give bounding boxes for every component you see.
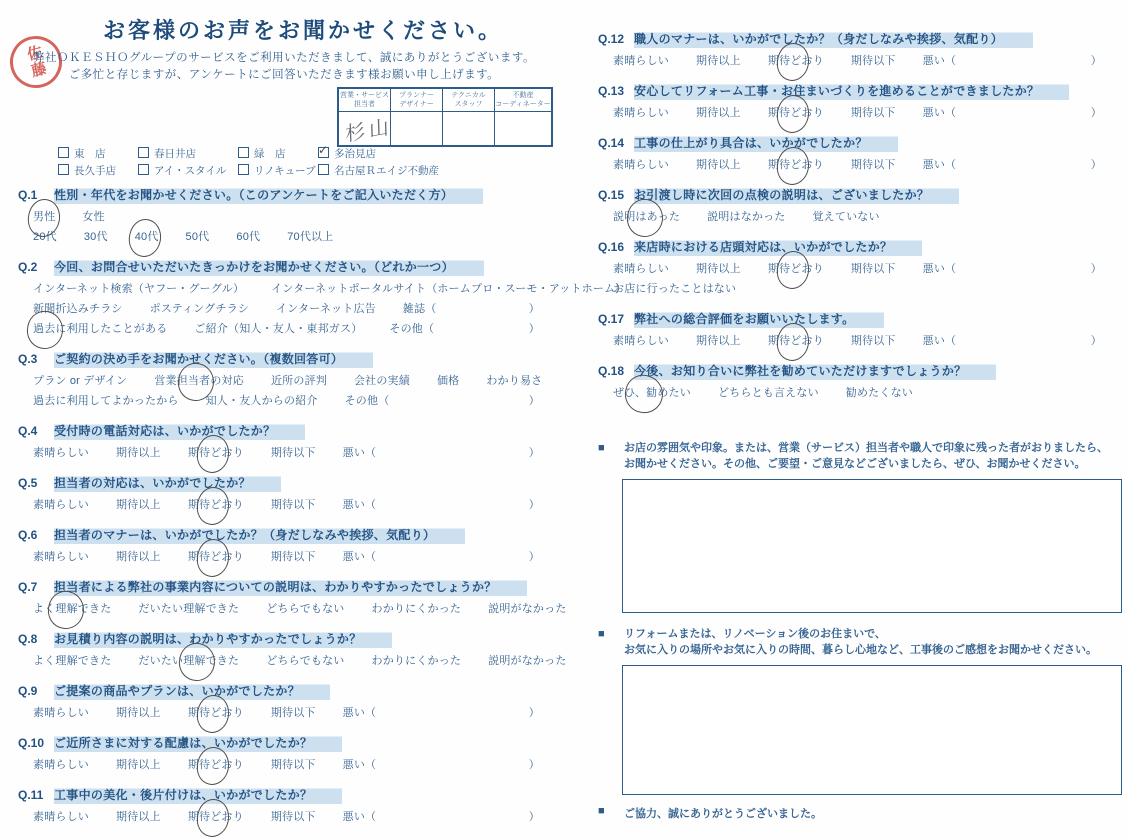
store-checkbox-item [318,163,439,178]
answer-option-row [33,394,562,409]
question-number: Q.8 [18,632,38,646]
answer-option: 会社の実績 [353,375,410,387]
answer-option: 期待以上 [116,499,161,511]
staff-table-header: テクニカル スタッフ [443,89,495,112]
form-title: お客様のお声をお聞かせください。 [103,18,504,43]
answer-option-row [33,322,562,337]
circled-answer-option: 説明はあった [613,211,681,223]
answer-option: ） [1090,107,1102,119]
question-title: 安心してリフォーム工事・お住まいづくりを進めることができましたか？ [634,82,1069,101]
question-title: 担当者の対応は、いかがでしたか？ [54,474,281,493]
intro-line-2: ご多忙と存じますが、アンケートにご回答いただきます様お願い申し上げます。 [68,68,500,81]
circled-answer-option: だいたい理解できた [138,655,240,667]
checkbox-icon [238,164,249,175]
intro-text [28,50,540,83]
answer-option-row [613,158,1124,173]
question-title: ご近所さまに対する配慮は、いかがでしたか？ [54,734,342,753]
question-block [598,310,1124,349]
answer-option: 説明がなかった [488,603,567,615]
answer-option-row [33,602,567,617]
answer-option-row [613,282,1124,297]
question-block [18,350,562,409]
answer-option-row [33,550,562,565]
answer-option: 期待以上 [116,811,161,823]
question-block [598,30,1124,69]
store-checkbox-grid [58,146,439,178]
answer-option: 知人・友人からの紹介 [205,395,318,407]
question-block [598,134,1124,173]
answer-option: 悪い（ [342,447,377,459]
question-block [18,682,562,721]
question-number: Q.2 [18,260,38,274]
store-label: 緑 店 [254,148,286,160]
circled-answer-option: 過去に利用したことがある [33,323,168,335]
question-number: Q.12 [598,32,625,46]
answer-option: 悪い（ [922,335,957,347]
question-block [598,238,1124,297]
answer-option: 悪い（ [922,263,957,275]
checkbox-icon [58,164,69,175]
answer-option: インターネットポータルサイト（ホームプロ・スーモ・アットホーム） [271,283,627,295]
answer-option: 期待以下 [270,447,316,459]
question-number: Q.15 [598,188,625,202]
circled-answer-option: 期待どおり [767,107,824,119]
question-number: Q.16 [598,240,625,254]
answer-option: どちらとも言えない [717,387,819,399]
answer-option-row [33,810,562,825]
staff-table-cell [443,112,495,145]
answer-option: ） [1090,55,1102,67]
question-number: Q.6 [18,528,38,542]
answer-option-row [33,758,562,773]
question-block [18,186,562,245]
question-number: Q.4 [18,424,38,438]
question-number: Q.1 [18,188,38,202]
comment-box [622,665,1122,795]
answer-option: お店に行ったことはない [613,283,737,295]
answer-option: わかり易さ [486,375,543,387]
question-number: Q.17 [598,312,625,326]
answer-option: 素晴らしい [613,107,669,119]
answer-option: よく理解できた [33,655,112,667]
answer-option: ポスティングチラシ [149,303,250,315]
circled-answer-option: 期待どおり [187,447,244,459]
question-number: Q.13 [598,84,625,98]
store-label: 長久手店 [74,165,116,177]
question-title: 性別・年代をお聞かせください。（このアンケートをご記入いただく方） [54,186,483,205]
circled-answer-option: ぜひ、勧めたい [613,387,691,399]
answer-option: 30代 [83,231,108,243]
question-block [598,186,1124,225]
store-label: リノキューブ [254,165,316,177]
circled-answer-option: 男性 [33,211,56,223]
answer-option: 50代 [185,231,210,243]
answer-option: 素晴らしい [33,447,89,459]
checkbox-icon [138,147,149,158]
answer-option: 素晴らしい [613,55,669,67]
question-block [598,362,1124,401]
answer-option: ） [528,303,540,315]
answer-option: 素晴らしい [33,759,89,771]
answer-option: ） [528,447,540,459]
question-number: Q.7 [18,580,38,594]
answer-option: ） [1090,263,1102,275]
question-block [18,630,567,669]
question-block [18,734,562,773]
question-title: ご提案の商品やプランは、いかがでしたか？ [54,682,330,701]
question-block [18,422,562,461]
question-number: Q.11 [18,788,44,802]
answer-option-row [613,386,1124,401]
answer-option: 説明はなかった [707,211,786,223]
question-title: 職人のマナーは、いかがでしたか？（身だしなみや挨拶、気配り） [634,30,1033,49]
question-title: 今回、お問合せいただいたきっかけをお聞かせください。（どれか一つ） [54,258,484,277]
answer-option: 新聞折込みチラシ [33,303,123,315]
answer-option-row [613,106,1124,121]
question-number: Q.5 [18,476,38,490]
comment-box [622,479,1122,613]
answer-option: ） [1090,159,1102,171]
answer-option: 悪い（ [342,759,377,771]
store-label: 東 店 [74,148,106,160]
answer-option-row [613,54,1124,69]
answer-option: 期待以下 [850,55,896,67]
checkbox-icon [58,147,69,158]
staff-table-header: 不動産 コーディネーター [495,89,551,112]
answer-option: 期待以上 [116,551,161,563]
comment-section-impressions [598,441,1124,613]
answer-option: 悪い（ [342,499,377,511]
comment-prompt: お店の雰囲気や印象。または、営業（サービス）担当者や職人で印象に残った者がおりましたら、 お聞かせください。その他、ご要望・ご意見などございましたら、ぜひ、お聞かせください。 [624,442,1108,470]
answer-option-row [613,262,1124,277]
answer-option: 期待以上 [696,263,741,275]
answer-option: プラン or デザイン [33,375,128,387]
answer-option: 悪い（ [342,551,377,563]
store-checkbox-item [238,146,318,161]
answer-option: ） [528,323,540,335]
closing-note [598,805,1124,821]
comment-prompt: リフォームまたは、リノベーション後のお住まいで、 お気に入りの場所やお気に入りの時間、暮らし心地など、工事後のご感想をお聞かせください。 [624,627,1097,656]
answer-option-row [33,654,567,669]
answer-option: 悪い（ [922,159,957,171]
question-column-right [598,30,1124,821]
answer-option: 期待以下 [850,159,896,171]
answer-option: わかりにくかった [371,603,462,615]
answer-option: 期待以上 [696,107,741,119]
question-block [598,82,1124,121]
answer-option: ） [528,759,540,771]
answer-option: その他（ [389,323,435,335]
answer-option: 近所の評判 [270,375,327,387]
answer-option: どちらでもない [266,655,345,667]
question-title: 来店時における店頭対応は、いかがでしたか？ [634,238,922,257]
handwritten-staff-name: 杉山 [345,115,394,147]
square-bullet-icon: ■ [598,442,605,454]
answer-option: 悪い（ [922,107,957,119]
staff-table-header: 営業・サービス 担当者 [339,89,391,112]
answer-option: 60代 [236,231,261,243]
answer-option-row [33,446,562,461]
answer-option: 悪い（ [342,811,377,823]
answer-option: 説明がなかった [488,655,567,667]
answer-option: 期待以上 [116,447,161,459]
answer-option: 雑誌（ [402,303,437,315]
question-number: Q.9 [18,684,38,698]
answer-option: わかりにくかった [371,655,462,667]
answer-option: 期待以上 [116,759,161,771]
store-label: アイ・スタイル [154,165,227,177]
answer-option: 勧めたくない [845,387,913,399]
answer-option: 素晴らしい [33,499,89,511]
answer-option: 悪い（ [922,55,957,67]
answer-option: 期待以上 [696,159,741,171]
answer-option: その他（ [344,395,390,407]
answer-option-row [33,210,562,225]
answer-option: どちらでもない [266,603,345,615]
question-number: Q.18 [598,364,625,378]
circled-answer-option: 営業担当者の対応 [154,375,244,387]
answer-option: ） [1090,335,1102,347]
circled-answer-option: 期待どおり [187,551,244,563]
checkbox-icon [138,164,149,175]
closing-text: ご協力、誠にありがとうございました。 [624,807,822,820]
circled-answer-option: 期待どおり [187,759,244,771]
circled-answer-option: 期待どおり [767,263,824,275]
answer-option: ） [528,551,540,563]
circled-answer-option: 期待どおり [767,335,824,347]
checkbox-icon [318,164,329,175]
question-title: 弊社への総合評価をお願いいたします。 [634,310,884,329]
answer-option: 期待以下 [850,335,896,347]
store-label: 名古屋Ｒエイジ不動産 [334,165,439,177]
answer-option: インターネット検索（ヤフー・グーグル） [33,283,245,295]
store-checkbox-item [318,146,439,161]
answer-option: 期待以上 [696,55,741,67]
store-checkbox-item [138,146,238,161]
store-checkbox-item [58,163,138,178]
comment-section-after-renovation [598,627,1124,795]
answer-option-row [613,210,1124,225]
answer-option: 素晴らしい [33,551,89,563]
staff-table-cell [495,112,551,145]
question-title: 今後、お知り合いに弊社を勧めていただけますでしょうか？ [634,362,996,381]
answer-option: 素晴らしい [613,335,669,347]
question-title: 担当者による弊社の事業内容についての説明は、わかりやすかったでしょうか？ [54,578,527,597]
answer-option-row [613,334,1124,349]
question-block [18,578,567,617]
question-number: Q.14 [598,136,625,150]
answer-option: ） [528,811,540,823]
question-title: 担当者のマナーは、いかがでしたか？（身だしなみや挨拶、気配り） [54,526,465,545]
answer-option: 70代以上 [287,231,334,243]
store-checkbox-item [238,163,318,178]
question-title: ご契約の決め手をお聞かせください。（複数回答可） [54,350,373,369]
answer-option-row [33,498,562,513]
answer-option: 悪い（ [342,707,377,719]
square-bullet-icon: ■ [598,627,605,640]
checked-checkbox-icon [318,147,329,158]
circled-answer-option: 期待どおり [187,811,244,823]
store-label: 多治見店 [334,148,376,160]
question-block [18,786,562,825]
answer-option-row [33,302,562,317]
circled-answer-option: 期待どおり [767,159,824,171]
staff-table-header: プランナー デザイナー [391,89,443,112]
circled-answer-option: 期待どおり [767,55,824,67]
question-title: 工事の仕上がり具合は、いかがでしたか？ [634,134,898,153]
answer-option: 期待以上 [116,707,161,719]
square-bullet-icon: ■ [598,804,605,817]
question-block [18,474,562,513]
answer-option: 素晴らしい [33,707,89,719]
answer-option: 期待以下 [270,759,316,771]
staff-table [337,87,553,147]
answer-option: 素晴らしい [613,263,669,275]
answer-option: 20代 [33,231,57,243]
answer-option: ご紹介（知人・友人・東邦ガス） [194,323,363,335]
answer-option: だいたい理解できた [138,603,240,615]
circled-answer-option: 期待どおり [187,499,244,511]
answer-option: 期待以上 [696,335,741,347]
answer-option: 期待以下 [850,263,896,275]
staff-table-cell [391,112,443,145]
answer-option: ） [528,395,540,407]
answer-option: ） [528,707,540,719]
answer-option: 期待以下 [270,499,316,511]
answer-option: 期待以下 [270,707,316,719]
answer-option-row [33,706,562,721]
store-label: 春日井店 [154,148,196,160]
answer-option: インターネット広告 [276,303,376,315]
circled-answer-option: よく理解できた [33,603,112,615]
store-checkbox-item [58,146,138,161]
answer-option: 女性 [82,211,105,223]
circled-answer-option: 期待どおり [187,707,244,719]
question-number: Q.10 [18,736,45,750]
answer-option: 期待以下 [270,551,316,563]
question-title: お見積り内容の説明は、わかりやすかったでしょうか？ [54,630,392,649]
answer-option: 覚えていない [812,211,880,223]
question-title: お引渡し時に次回の点検の説明は、ございましたか？ [634,186,959,205]
question-number: Q.3 [18,352,38,366]
circled-answer-option: 40代 [134,231,159,243]
intro-line-1: 弊社ＯＫＥＳＨＯグループのサービスをご利用いただきまして、誠にありがとうございます。 [33,52,535,64]
answer-option: 素晴らしい [33,811,89,823]
question-title: 工事中の美化・後片付けは、いかがでしたか？ [54,786,342,805]
staff-table-cell [339,112,394,147]
answer-option: 期待以下 [850,107,896,119]
store-checkbox-item [138,163,238,178]
answer-option: 期待以下 [270,811,316,823]
answer-option: ） [528,499,540,511]
answer-option: 素晴らしい [613,159,669,171]
answer-option: 過去に利用してよかったから [33,395,179,407]
checkbox-icon [238,147,249,158]
question-title: 受付時の電話対応は、いかがでしたか？ [54,422,305,441]
answer-option-row [33,374,562,389]
answer-option: 価格 [436,375,460,387]
answer-option-row [33,282,627,297]
stamp-text: 佐藤 [23,43,49,81]
answer-option-row [33,230,562,245]
question-block [18,526,562,565]
